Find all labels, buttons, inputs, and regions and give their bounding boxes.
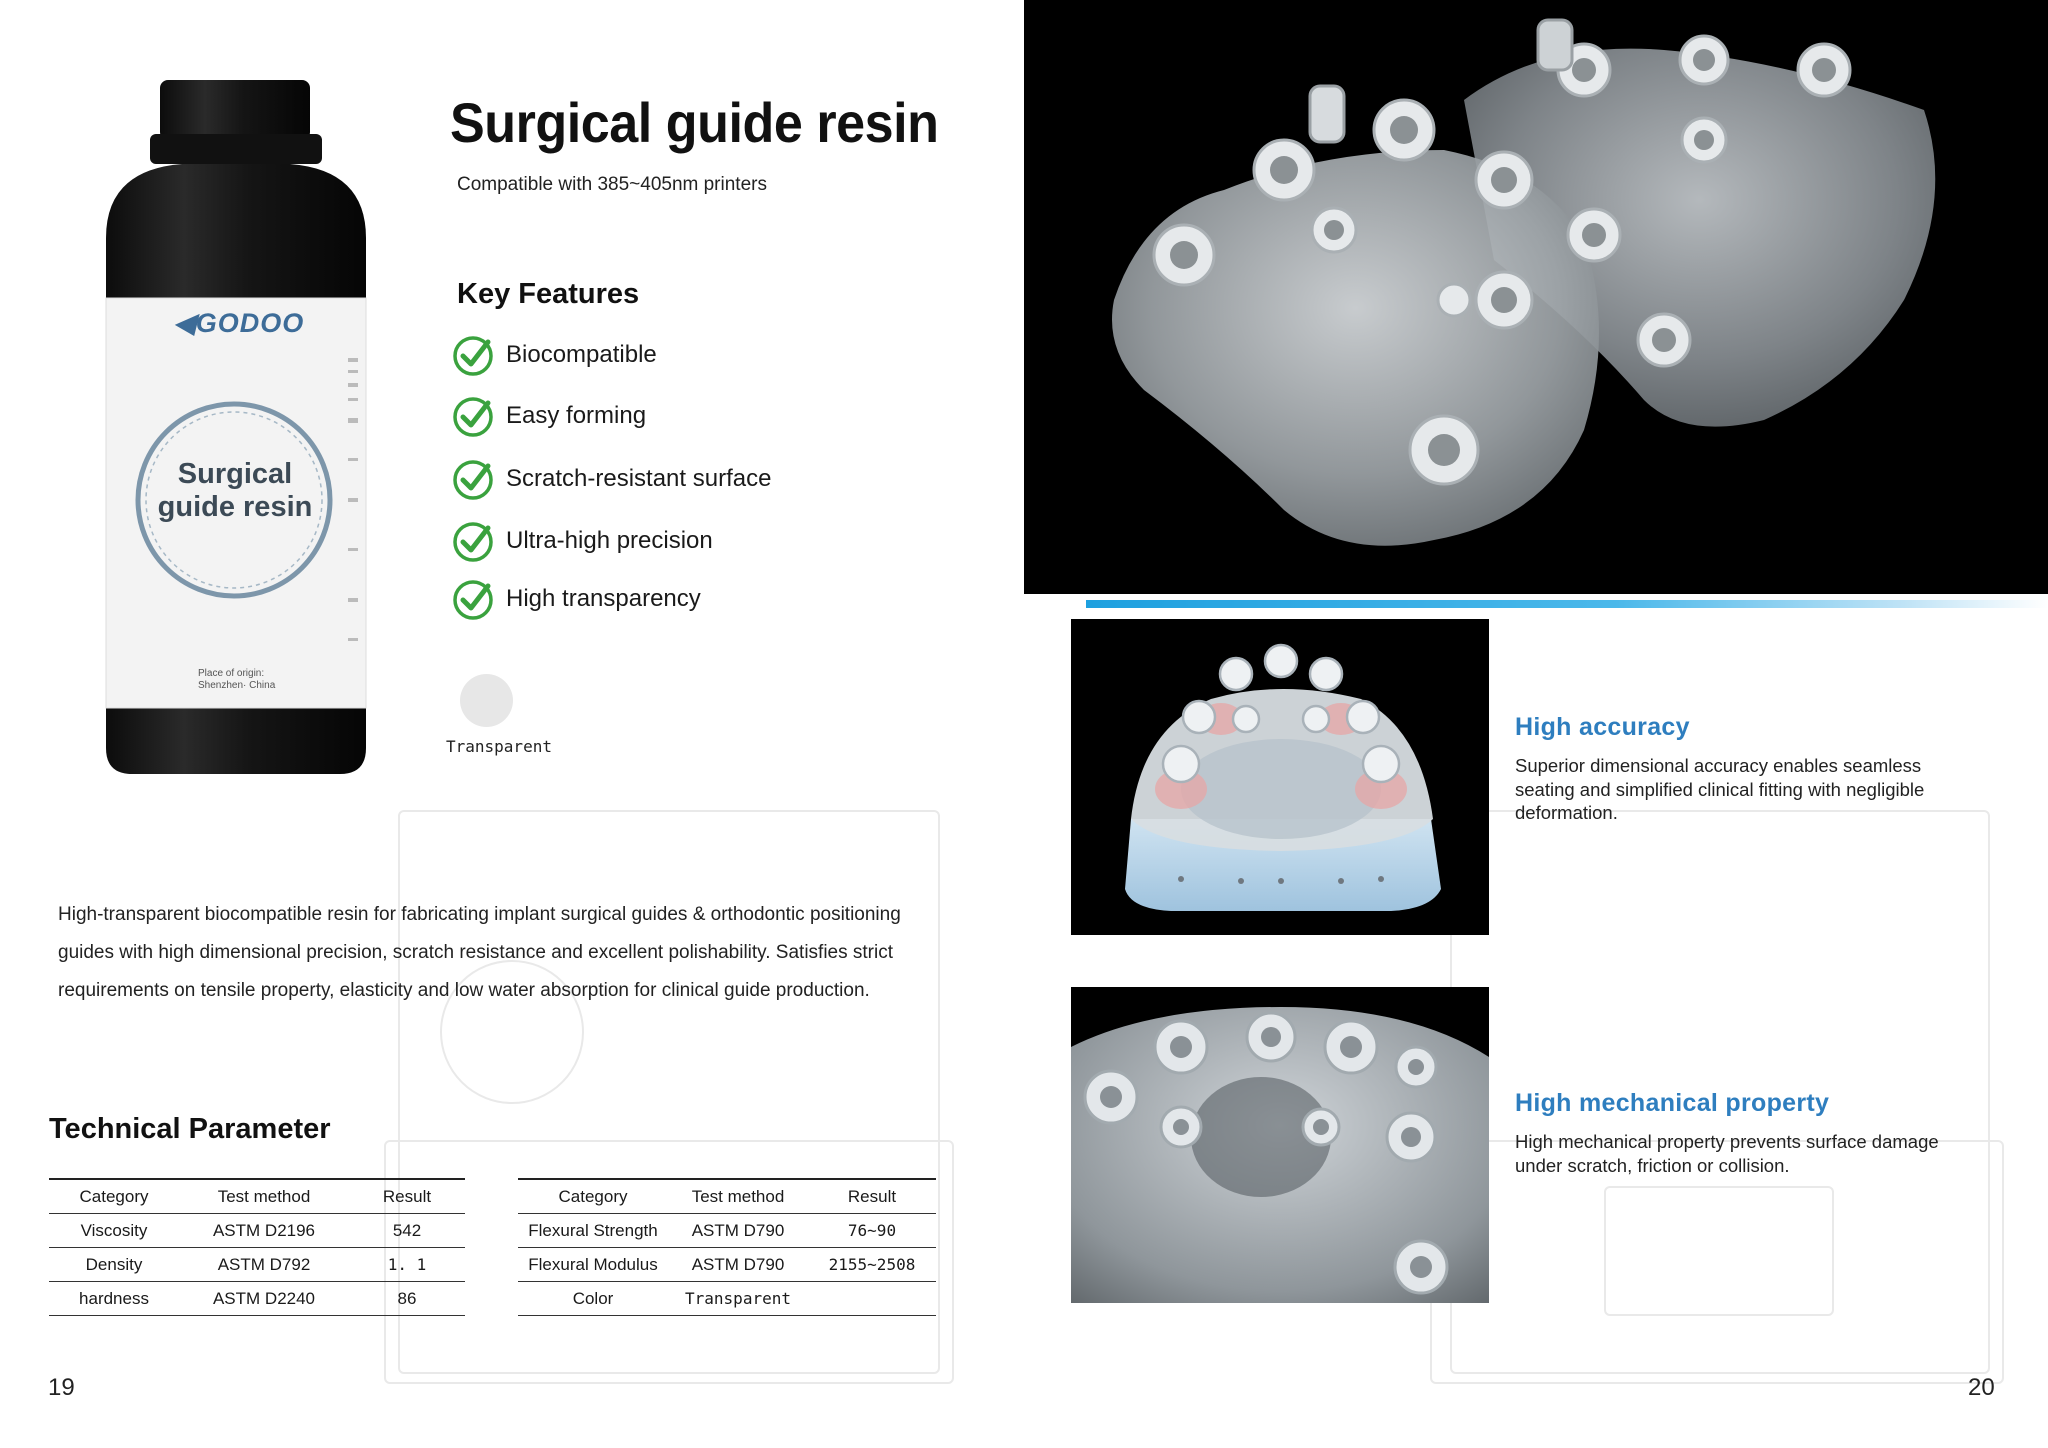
feature-item: [452, 393, 646, 439]
feature-label: Biocompatible: [506, 341, 657, 368]
feature-label: Ultra-high precision: [506, 527, 713, 554]
table-header-row: [518, 1179, 936, 1214]
header-result: Result: [349, 1179, 465, 1214]
table-row: [49, 1282, 465, 1316]
cell-test-method: ASTM D790: [668, 1214, 808, 1248]
page-number-right: 20: [1968, 1374, 1995, 1401]
key-features-title: Key Features: [457, 278, 640, 310]
cell-category: Flexural Strength: [518, 1214, 668, 1248]
background-printer-screen-right: [1604, 1186, 1834, 1316]
bottle-label-line1: Surgical: [177, 458, 293, 490]
cell-category: hardness: [49, 1282, 179, 1316]
technical-parameter-title: Technical Parameter: [49, 1113, 331, 1145]
cell-result: 1. 1: [349, 1248, 465, 1282]
check-circle-icon: [452, 520, 494, 562]
header-test-method: Test method: [179, 1179, 349, 1214]
header-category: Category: [49, 1179, 179, 1214]
color-swatch-label: Transparent: [446, 737, 552, 756]
bottle-origin-line2: Shenzhen· China: [198, 680, 276, 691]
blue-accent-divider: [1086, 600, 2048, 608]
cell-category: Density: [49, 1248, 179, 1282]
cell-test-method: ASTM D2240: [179, 1282, 349, 1316]
feature-label: Easy forming: [506, 402, 647, 429]
feature-label: Scratch-resistant surface: [506, 465, 772, 492]
cell-category: Flexural Modulus: [518, 1248, 668, 1282]
table-row: [49, 1248, 465, 1282]
cell-category: Viscosity: [49, 1214, 179, 1248]
table-header-row: [49, 1179, 465, 1214]
check-circle-icon: [452, 395, 494, 437]
cell-test-method: ASTM D792: [179, 1248, 349, 1282]
table-row: [518, 1248, 936, 1282]
bottle-brand-text: GODOO: [195, 308, 305, 338]
high-accuracy-body: Superior dimensional accuracy enables seamless seating and simplified clinical fitting with negligible deformation.: [1515, 755, 1925, 823]
table-row: [518, 1214, 936, 1248]
feature-item: [452, 518, 713, 564]
cell-result: 542: [349, 1214, 465, 1248]
feature-item: [452, 332, 657, 378]
bottle-origin-line1: Place of origin:: [198, 668, 265, 679]
color-swatch-transparent: [460, 674, 513, 727]
feature-item: [452, 456, 771, 502]
cell-test-method: Transparent: [668, 1282, 808, 1316]
table-row: [49, 1214, 465, 1248]
resin-bottle-image: [86, 78, 386, 778]
surgical-guide-closeup-photo: [1071, 987, 1489, 1303]
parameter-table-1: [49, 1178, 465, 1316]
bottle-label-text: [126, 458, 344, 524]
page-number-left: 19: [48, 1374, 75, 1401]
bottle-brand-logo: [174, 308, 304, 339]
feature-item: [452, 576, 701, 622]
cell-result: 2155~2508: [808, 1248, 936, 1282]
check-circle-icon: [452, 334, 494, 376]
cell-test-method: ASTM D2196: [179, 1214, 349, 1248]
high-mechanical-property-title: High mechanical property: [1515, 1089, 1830, 1117]
cell-result: 86: [349, 1282, 465, 1316]
compatibility-text: Compatible with 385~405nm printers: [457, 174, 767, 195]
surgical-guides-hero-photo: [1024, 0, 2048, 594]
surgical-guide-on-model-photo: [1071, 619, 1489, 935]
check-circle-icon: [452, 458, 494, 500]
bottle-label-line2: guide resin: [157, 491, 313, 523]
parameter-table-2: [518, 1178, 936, 1316]
header-test-method: Test method: [668, 1179, 808, 1214]
table-row: [518, 1282, 936, 1316]
high-accuracy-title: High accuracy: [1515, 713, 1690, 741]
bottle-origin-text: [198, 668, 275, 692]
feature-label: High transparency: [506, 585, 701, 612]
brand-g-icon: ◀: [174, 308, 196, 338]
cell-result: [808, 1282, 936, 1316]
header-result: Result: [808, 1179, 936, 1214]
cell-result: 76~90: [808, 1214, 936, 1248]
cell-test-method: ASTM D790: [668, 1248, 808, 1282]
product-description: High-transparent biocompatible resin for fabricating implant surgical guides & orthodontic positioning guides with high dimensional precision, scratch resistance and excellent polishability. Satisfies strict requirements on tensile property, elasticity and low water absorption for clinical guide production.: [58, 904, 901, 1001]
high-mechanical-property-body: High mechanical property prevents surface damage under scratch, friction or collision.: [1515, 1131, 1939, 1176]
product-title: Surgical guide resin: [450, 91, 939, 154]
cell-category: Color: [518, 1282, 668, 1316]
header-category: Category: [518, 1179, 668, 1214]
check-circle-icon: [452, 578, 494, 620]
